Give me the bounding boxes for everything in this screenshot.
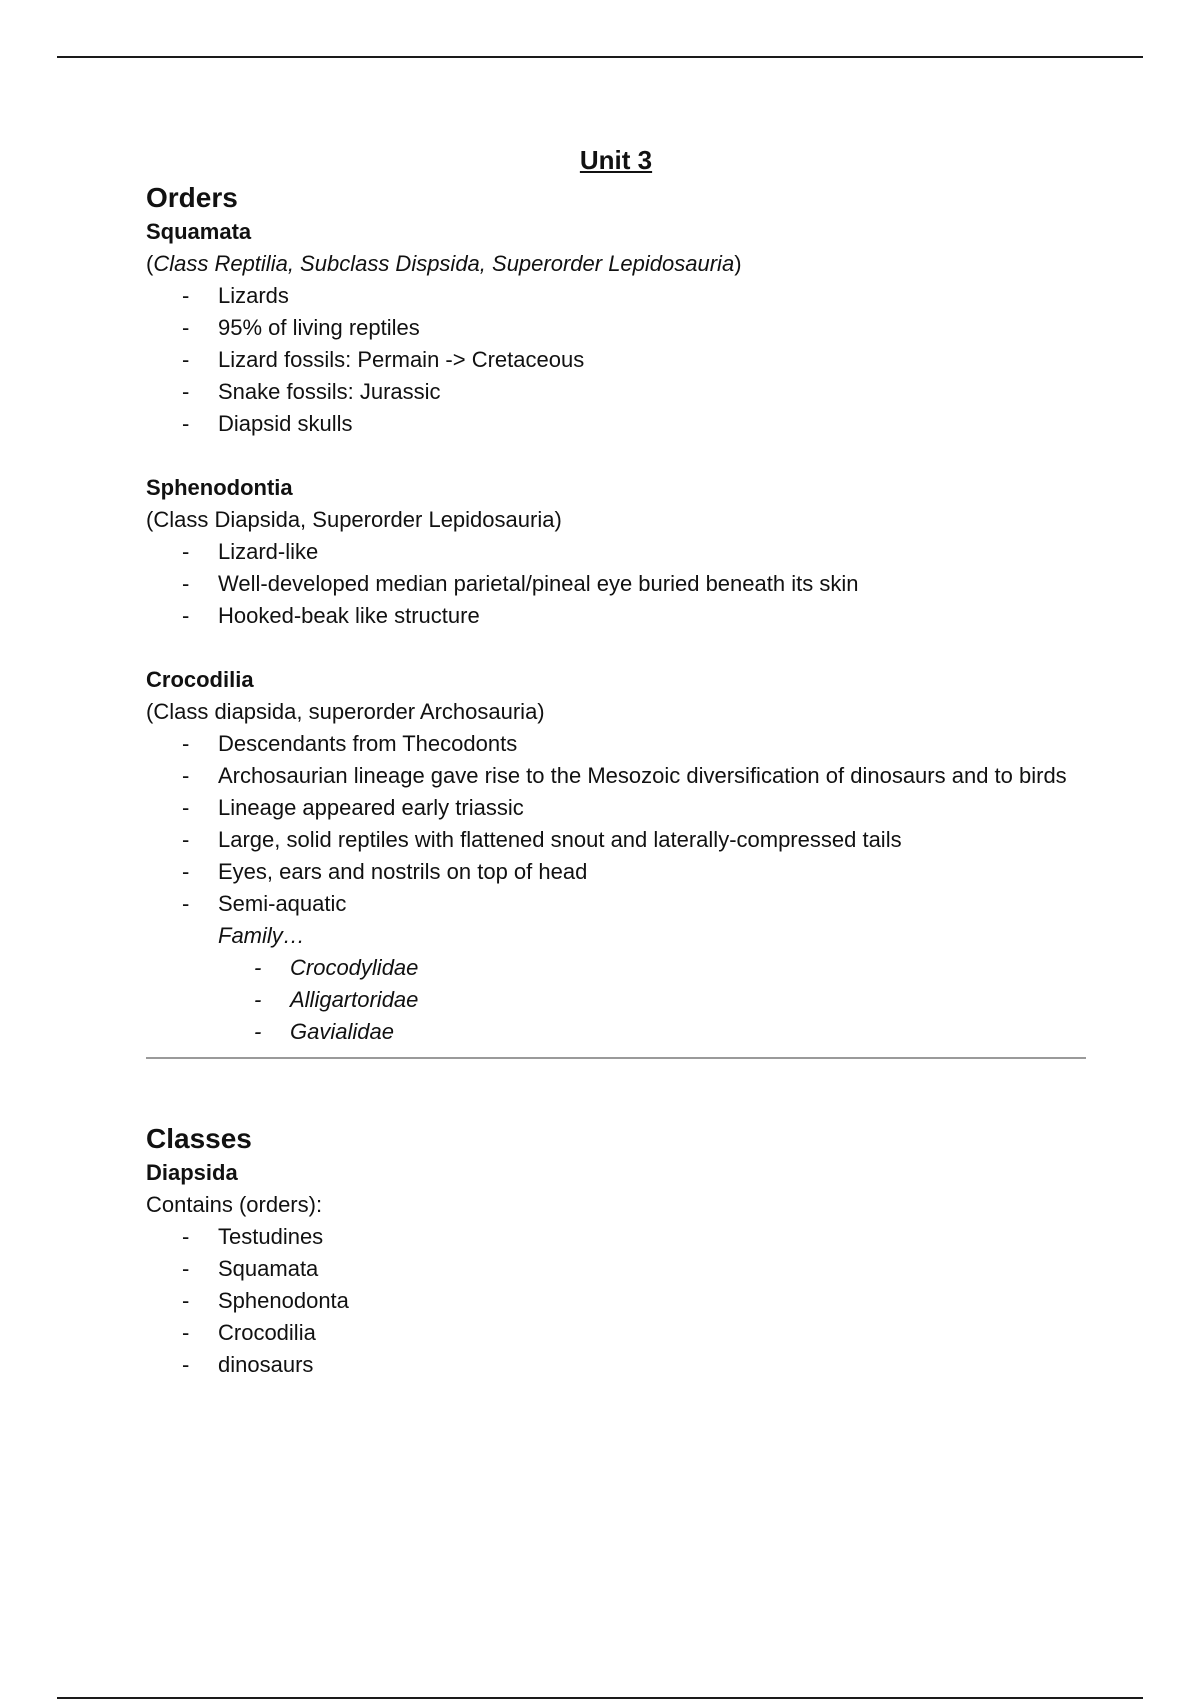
crocodilia-list bbox=[146, 728, 1086, 920]
diapsida-contains-label: Contains (orders): bbox=[146, 1192, 323, 1217]
list-item: - dinosaurs bbox=[182, 1352, 314, 1377]
squamata-classification: (Class Reptilia, Subclass Dispsida, Superorder Lepidosauria) bbox=[146, 251, 742, 276]
list-item: - Alligartoridae bbox=[254, 987, 419, 1012]
list-item: - Diapsid skulls bbox=[182, 411, 353, 436]
unit-title: Unit 3 bbox=[579, 145, 653, 175]
list-item: - Semi-aquatic bbox=[182, 891, 347, 916]
sphenodontia-classification: (Class Diapsida, Superorder Lepidosauria) bbox=[146, 507, 562, 532]
list-item: - Large, solid reptiles with flattened snout and laterally-compressed tails bbox=[182, 827, 902, 852]
list-item: - Eyes, ears and nostrils on top of head bbox=[182, 859, 588, 884]
list-item: - Snake fossils: Jurassic bbox=[182, 379, 441, 404]
diapsida-heading: Diapsida bbox=[146, 1160, 238, 1185]
list-item: - Crocodylidae bbox=[254, 955, 419, 980]
list-item: - Crocodilia bbox=[182, 1320, 316, 1345]
sphenodontia-heading: Sphenodontia bbox=[146, 475, 293, 500]
list-item: - Gavialidae bbox=[254, 1019, 394, 1044]
list-item: - Sphenodonta bbox=[182, 1288, 349, 1313]
list-item: - Lineage appeared early triassic bbox=[182, 795, 524, 820]
page-top-rule bbox=[57, 56, 1143, 58]
list-item: - Squamata bbox=[182, 1256, 319, 1281]
list-item: - Archosaurian lineage gave rise to the Mesozoic diversification of dinosaurs and to birds bbox=[182, 763, 1067, 788]
squamata-heading: Squamata bbox=[146, 219, 252, 244]
document-body bbox=[146, 143, 1086, 1381]
page-bottom-rule bbox=[57, 1697, 1143, 1699]
list-item: - Lizards bbox=[182, 283, 289, 308]
list-item: - Hooked-beak like structure bbox=[182, 603, 480, 628]
crocodilia-heading: Crocodilia bbox=[146, 667, 254, 692]
squamata-list bbox=[146, 280, 1086, 440]
family-list bbox=[146, 952, 1086, 1048]
list-item: - Lizard-like bbox=[182, 539, 319, 564]
list-item: - Descendants from Thecodonts bbox=[182, 731, 518, 756]
diapsida-list bbox=[146, 1221, 1086, 1381]
classes-heading: Classes bbox=[146, 1123, 252, 1154]
crocodilia-classification: (Class diapsida, superorder Archosauria) bbox=[146, 699, 545, 724]
list-item: - Testudines bbox=[182, 1224, 324, 1249]
list-item: - Lizard fossils: Permain -> Cretaceous bbox=[182, 347, 585, 372]
sphenodontia-list bbox=[146, 536, 1086, 632]
orders-heading: Orders bbox=[146, 182, 238, 213]
list-item: - Well-developed median parietal/pineal eye buried beneath its skin bbox=[182, 571, 859, 596]
family-label: Family… bbox=[218, 923, 305, 948]
list-item: - 95% of living reptiles bbox=[182, 315, 420, 340]
